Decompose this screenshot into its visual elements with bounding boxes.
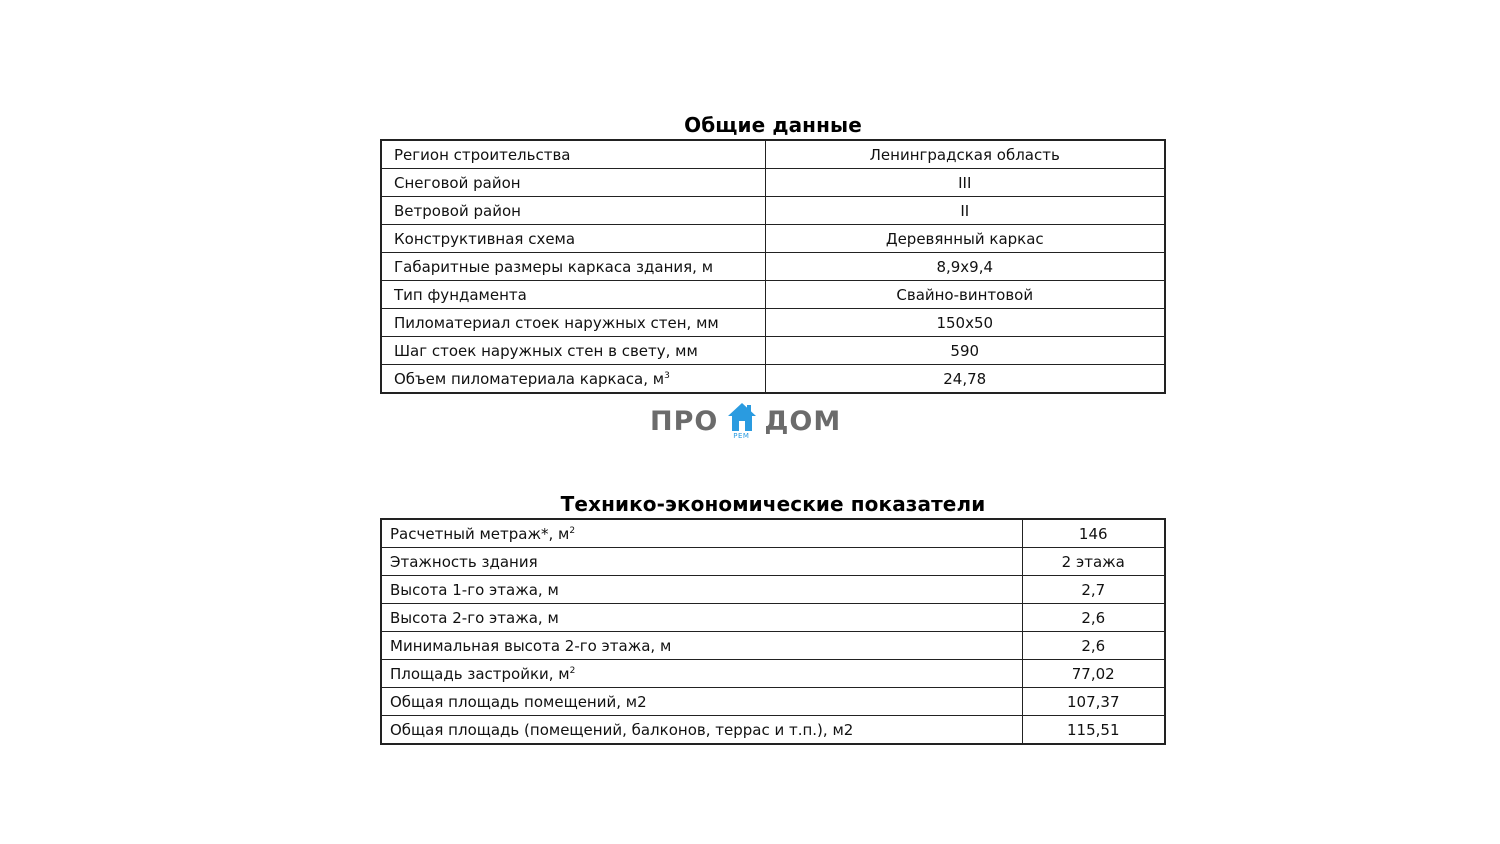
house-icon [724, 402, 760, 442]
row-value: 2,6 [1022, 604, 1165, 632]
table-row [381, 716, 1165, 745]
row-value: 115,51 [1022, 716, 1165, 745]
row-label: Пиломатериал стоек наружных стен, мм [381, 309, 765, 337]
row-label-text: Объем пиломатериала каркаса, м [394, 369, 665, 388]
table-row [381, 225, 1165, 253]
row-value: 8,9х9,4 [765, 253, 1165, 281]
row-label: Высота 1-го этажа, м [381, 576, 1022, 604]
table-row [381, 519, 1165, 548]
table-row [381, 632, 1165, 660]
table-row [381, 365, 1165, 394]
table-row [381, 140, 1165, 169]
row-label: Конструктивная схема [381, 225, 765, 253]
row-label: Снеговой район [381, 169, 765, 197]
row-value: II [765, 197, 1165, 225]
row-value: III [765, 169, 1165, 197]
pro-dom-logo [650, 402, 841, 442]
row-label-text: Расчетный метраж*, м [390, 524, 570, 543]
unit-superscript: 2 [569, 665, 576, 676]
row-label: Этажность здания [381, 548, 1022, 576]
row-label [381, 660, 1022, 688]
row-value: 2,6 [1022, 632, 1165, 660]
general-data-table [380, 139, 1166, 394]
row-value: 24,78 [765, 365, 1165, 394]
table-row [381, 604, 1165, 632]
row-label: Регион строительства [381, 140, 765, 169]
row-value: Свайно-винтовой [765, 281, 1165, 309]
row-value: Деревянный каркас [765, 225, 1165, 253]
row-label [381, 519, 1022, 548]
table-row [381, 688, 1165, 716]
row-label: Общая площадь (помещений, балконов, террас и т.п.), м2 [381, 716, 1022, 745]
tech-indicators-table [380, 518, 1166, 745]
row-label: Ветровой район [381, 197, 765, 225]
row-label-text: Площадь застройки, м [390, 664, 570, 683]
row-value: 2,7 [1022, 576, 1165, 604]
logo-word-pro: ПРО [650, 406, 719, 437]
logo-sub-text: РЕМ [733, 432, 750, 440]
table-row [381, 169, 1165, 197]
row-value: 590 [765, 337, 1165, 365]
table-row [381, 548, 1165, 576]
table-row [381, 660, 1165, 688]
row-label: Габаритные размеры каркаса здания, м [381, 253, 765, 281]
row-value: 146 [1022, 519, 1165, 548]
general-data-title: Общие данные [684, 113, 862, 137]
table-row [381, 281, 1165, 309]
row-value: 2 этажа [1022, 548, 1165, 576]
row-label: Общая площадь помещений, м2 [381, 688, 1022, 716]
table-row [381, 253, 1165, 281]
unit-superscript: 3 [664, 370, 670, 381]
row-label: Тип фундамента [381, 281, 765, 309]
logo-word-dom: ДОМ [764, 406, 842, 437]
row-value: Ленинградская область [765, 140, 1165, 169]
tech-indicators-title: Технико-экономические показатели [560, 492, 986, 516]
row-label: Высота 2-го этажа, м [381, 604, 1022, 632]
table-row [381, 576, 1165, 604]
row-value: 107,37 [1022, 688, 1165, 716]
row-value: 77,02 [1022, 660, 1165, 688]
row-label: Минимальная высота 2-го этажа, м [381, 632, 1022, 660]
row-value: 150х50 [765, 309, 1165, 337]
row-label [381, 365, 765, 394]
row-label: Шаг стоек наружных стен в свету, мм [381, 337, 765, 365]
unit-superscript: 2 [569, 525, 576, 536]
table-row [381, 309, 1165, 337]
table-row [381, 197, 1165, 225]
table-row [381, 337, 1165, 365]
